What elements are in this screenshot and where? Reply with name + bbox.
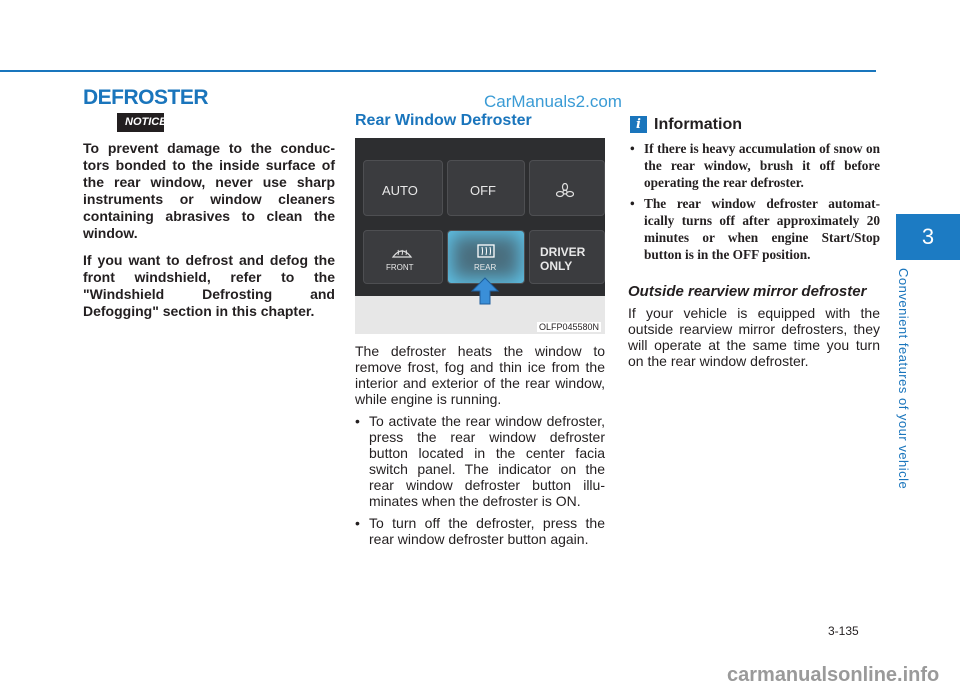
chapter-tab: 3 <box>896 214 960 260</box>
front-defrost-button: FRONT <box>363 230 443 284</box>
fan-button <box>529 160 605 216</box>
bullet: • <box>630 196 635 211</box>
front-defrost-icon <box>391 245 413 259</box>
page-number: 3-135 <box>828 624 859 638</box>
watermark-bottom[interactable]: carmanualsonline.info <box>727 664 940 686</box>
watermark-top[interactable]: CarManuals2.com <box>484 92 622 111</box>
chapter-title: Convenient features of your vehicle <box>896 268 911 490</box>
photo-code: OLFP045580N <box>538 322 599 332</box>
mirror-defroster-heading: Outside rearview mirror defroster <box>628 283 867 300</box>
bullet: • <box>630 141 635 156</box>
list-item: • The rear window defroster automat-ically turns off after approximately 20 minutes or when engine Start/Stop button is in the OFF position. <box>630 196 880 262</box>
info-list <box>630 140 880 267</box>
notice-text <box>83 140 335 330</box>
rear-defroster-heading: Rear Window Defroster <box>355 112 532 129</box>
rear-defrost-button: REAR <box>447 230 525 284</box>
list-item: • To turn off the defroster, press the rear window defroster button again. <box>355 515 605 547</box>
arrow-up-icon <box>470 276 500 306</box>
rear-defroster-text <box>355 343 605 553</box>
notice-badge: NOTICE <box>117 113 164 132</box>
section-title: DEFROSTER <box>83 86 209 109</box>
auto-button: AUTO <box>363 160 443 216</box>
rear-defroster-intro: The defroster heats the window to remove frost, fog and thin ice from the interior and exterior of the rear window, while engine is running. <box>355 343 605 407</box>
bullet: • <box>355 515 360 531</box>
notice-paragraph: To prevent damage to the conduc-tors bonded to the inside surface of the rear window, never use sharp instruments or window cleaners containing abrasives to clean the window. <box>83 140 335 241</box>
control-panel-photo <box>355 138 605 334</box>
fan-icon <box>556 183 574 201</box>
top-rule <box>0 70 876 72</box>
info-title: Information <box>654 116 742 133</box>
notice-paragraph: If you want to defrost and defog the front windshield, refer to the "Windshield Defrosting and Defogging" section in this chapter. <box>83 252 335 319</box>
driver-only-button: DRIVER ONLY <box>529 230 605 284</box>
list-item: • If there is heavy accumulation of snow on the rear window, brush it off before operating the rear defroster. <box>630 141 880 190</box>
off-button: OFF <box>447 160 525 216</box>
rear-defrost-icon <box>476 243 496 259</box>
bullet: • <box>355 413 360 429</box>
info-icon: i <box>630 116 647 133</box>
list-item: • To activate the rear window defroster, press the rear window defroster button located in the center facia switch panel. The indicator on the rear window defroster button illu-minates when the defroster is ON. <box>355 413 605 509</box>
mirror-defroster-text: If your vehicle is equipped with the outside rearview mirror defrosters, they will operate at the same time you turn on the rear window defroster. <box>628 305 880 369</box>
